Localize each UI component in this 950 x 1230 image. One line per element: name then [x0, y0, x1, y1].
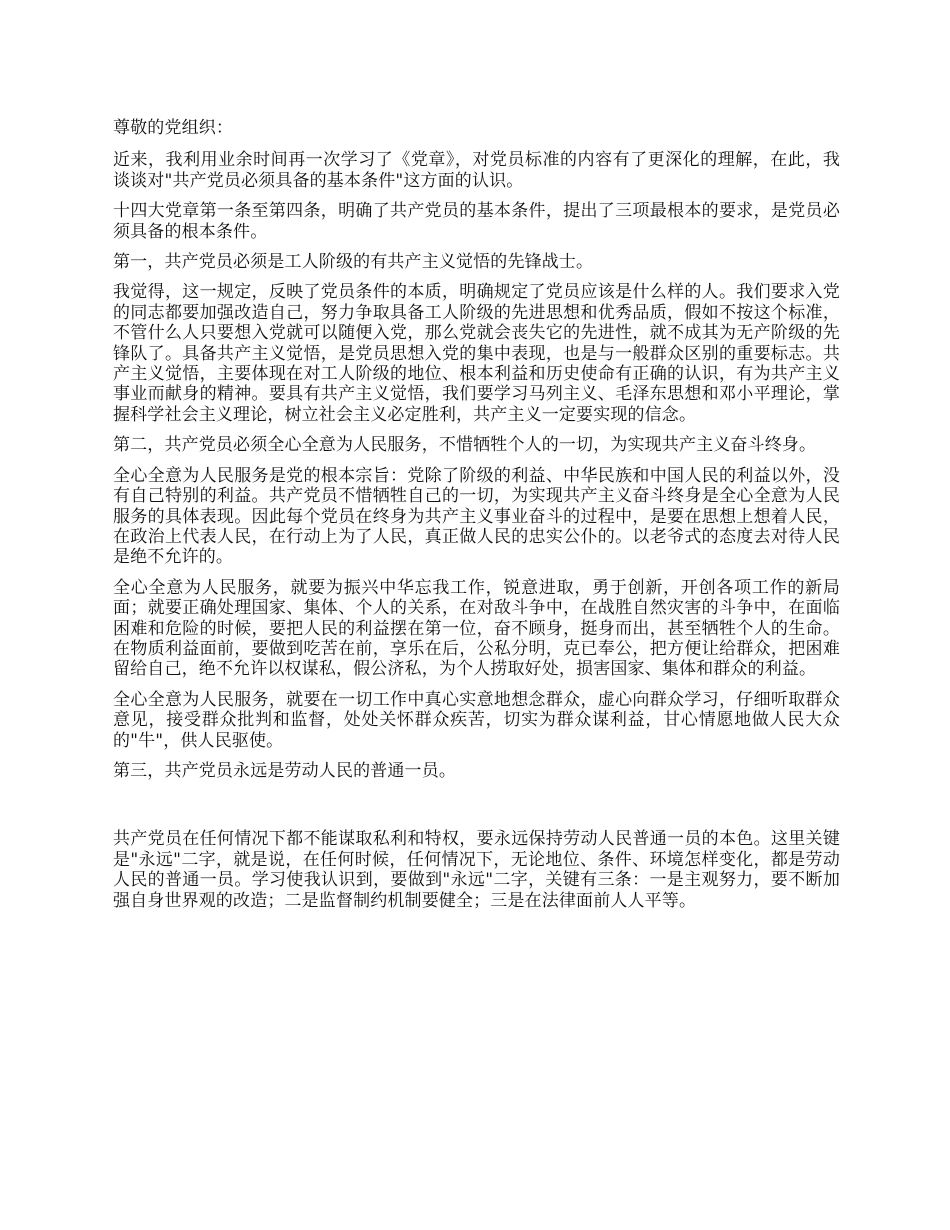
document-page: [113, 118, 840, 921]
paragraph-point-one: 我觉得，这一规定，反映了党员条件的本质，明确规定了党员应该是什么样的人。我们要求入党的同志都要加强改造自己，努力争取具备工人阶级的先进思想和优秀品质，假如不按这个标准，不管什么人只要想入党就可以随便入党，那么党就会丧失它的先进性，就不成其为无产阶级的先锋队了。具备共产主义觉悟，是党员思想入党的集中表现，也是与一般群众区别的重要标志。共产主义觉悟，主要体现在对工人阶级的地位、根本利益和历史使命有正确的认识，有为共产主义事业而献身的精神。要具有共产主义觉悟，我们要学习马列主义、毛泽东思想和邓小平理论，掌握科学社会主义理论，树立社会主义必定胜利，共产主义一定要实现的信念。: [113, 282, 840, 425]
paragraph-point-two-a: 全心全意为人民服务是党的根本宗旨：党除了阶级的利益、中华民族和中国人民的利益以外，没有自己特别的利益。共产党员不惜牺牲自己的一切，为实现共产主义奋斗终身是全心全意为人民服务的具体表现。因此每个党员在终身为共产主义事业奋斗的过程中，是要在思想上想着人民，在政治上代表人民，在行动上为了人民，真正做人民的忠实公仆的。以老爷式的态度去对待人民是绝不允许的。: [113, 465, 840, 568]
salutation: 尊敬的党组织：: [113, 118, 234, 138]
paragraph-point-two-b: 全心全意为人民服务，就要为振兴中华忘我工作，锐意进取，勇于创新，开创各项工作的新局面；就要正确处理国家、集体、个人的关系，在对敌斗争中，在战胜自然灾害的斗争中，在面临困难和危险的时候，要把人民的利益摆在第一位，奋不顾身，挺身而出，甚至牺牲个人的生命。在物质利益面前，要做到吃苦在前，享乐在后，公私分明，克已奉公，把方便让给群众，把困难留给自己，绝不允许以权谋私，假公济私，为个人捞取好处，损害国家、集体和群众的利益。: [113, 577, 840, 680]
paragraph-overview: 十四大党章第一条至第四条，明确了共产党员的基本条件，提出了三项最根本的要求，是党员必须具备的根本条件。: [113, 201, 840, 242]
paragraph-point-three: 共产党员在任何情况下都不能谋取私利和特权，要永远保持劳动人民普通一员的本色。这里关键是"永远"二字，就是说，在任何时候，任何情况下，无论地位、条件、环境怎样变化，都是劳动人民的普通一员。学习使我认识到，要做到"永远"二字，关键有三条：一是主观努力，要不断加强自身世界观的改造；二是监督制约机制要健全；三是在法律面前人人平等。: [113, 829, 840, 911]
paragraph-intro: 近来，我利用业余时间再一次学习了《党章》，对党员标准的内容有了更深化的理解，在此，我谈谈对"共产党员必须具备的基本条件"这方面的认识。: [113, 150, 840, 191]
paragraph-point-two-c: 全心全意为人民服务，就要在一切工作中真心实意地想念群众，虚心向群众学习，仔细听取群众意见，接受群众批判和监督，处处关怀群众疾苦，切实为群众谋利益，甘心情愿地做人民大众的"牛"，供人民驱使。: [113, 689, 840, 751]
heading-point-one: 第一，共产党员必须是工人阶级的有共产主义觉悟的先锋战士。: [113, 252, 594, 273]
heading-point-three: 第三，共产党员永远是劳动人民的普通一员。: [113, 760, 456, 781]
heading-point-two: 第二，共产党员必须全心全意为人民服务，不惜牺牲个人的一切，为实现共产主义奋斗终身。: [113, 435, 817, 456]
blank-gap: [113, 791, 840, 829]
